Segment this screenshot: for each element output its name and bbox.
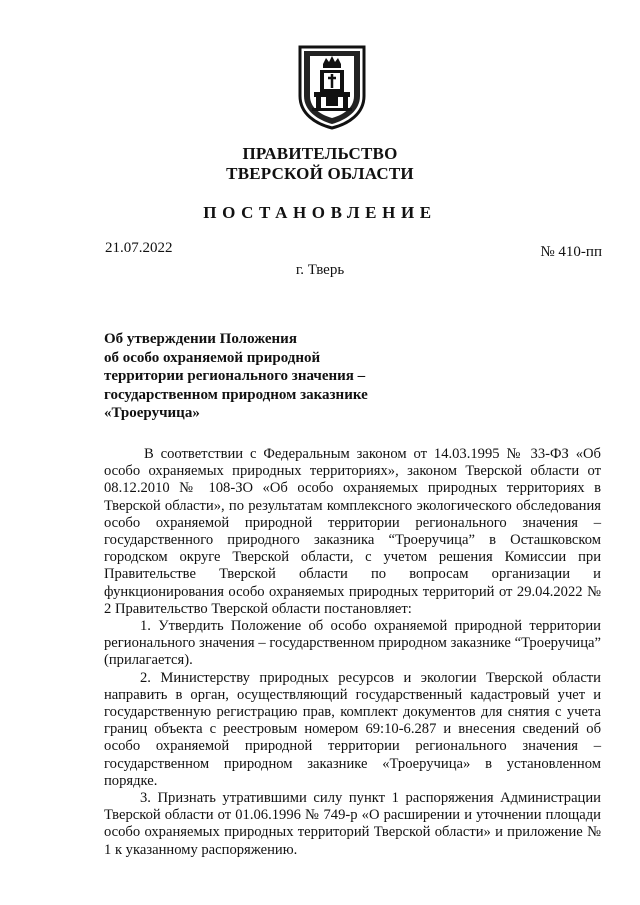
coat-of-arms-icon: [296, 44, 368, 130]
government-name-line2: ТВЕРСКОЙ ОБЛАСТИ: [226, 164, 414, 183]
document-type-title: ПОСТАНОВЛЕНИЕ: [203, 203, 437, 222]
subject-line: государственном природном заказнике: [104, 386, 368, 403]
document-subject: [104, 330, 444, 423]
subject-line: Об утверждении Положения: [104, 331, 297, 347]
body-paragraph-item-3: 3. Признать утратившими силу пункт 1 распоряжения Администрации Тверской области от 01.06.1996 № 749-р «О расширении и уточнении площади особо охраняемых природных территорий Тверской области» и приложение № 1 к указанному распоряжению.: [104, 790, 601, 858]
body-paragraph-preamble: В соответствии с Федеральным законом от 14.03.1995 № 33-ФЗ «Об особо охраняемых природных территориях», законом Тверской области от 08.12.2010 № 108-ЗО «Об особо охраняемых природных территориях в Тверской области», по результатам комплексного экологического обследования особо охраняемой природной территории регионального значения – государственного природного заказника “Троеручица” в Осташковском городском округе Тверской области, с учетом решения Комиссии при Правительстве Тверской области по вопросам организации и функционирования особо охраняемых природных территорий от 29.04.2022 № 2 Правительство Тверской области постановляет:: [104, 446, 601, 617]
document-number: № 410-пп: [540, 244, 602, 260]
subject-line: «Троеручица»: [104, 405, 200, 421]
government-name-line1: ПРАВИТЕЛЬСТВО: [242, 144, 398, 163]
body-paragraph-item-2: 2. Министерству природных ресурсов и экологии Тверской области направить в орган, осуществляющий государственный кадастровый учет и государственную регистрацию прав, комплект документов для снятия с учета границ объекта с реестровым номером 69:10-6.287 и внесения сведений об особо охраняемой природной территории регионального значения – государственном природном заказнике «Троеручица» в установленном порядке.: [104, 669, 601, 789]
subject-line: об особо охраняемой природной: [104, 349, 321, 366]
document-date: 21.07.2022: [105, 240, 173, 256]
subject-line: территории регионального значения –: [104, 368, 366, 384]
document-body: [104, 446, 601, 859]
document-city: г. Тверь: [295, 262, 345, 278]
body-paragraph-item-1: 1. Утвердить Положение об особо охраняемой природной территории регионального значения – государственном природном заказнике “Троеручица” (прилагается).: [104, 618, 601, 669]
